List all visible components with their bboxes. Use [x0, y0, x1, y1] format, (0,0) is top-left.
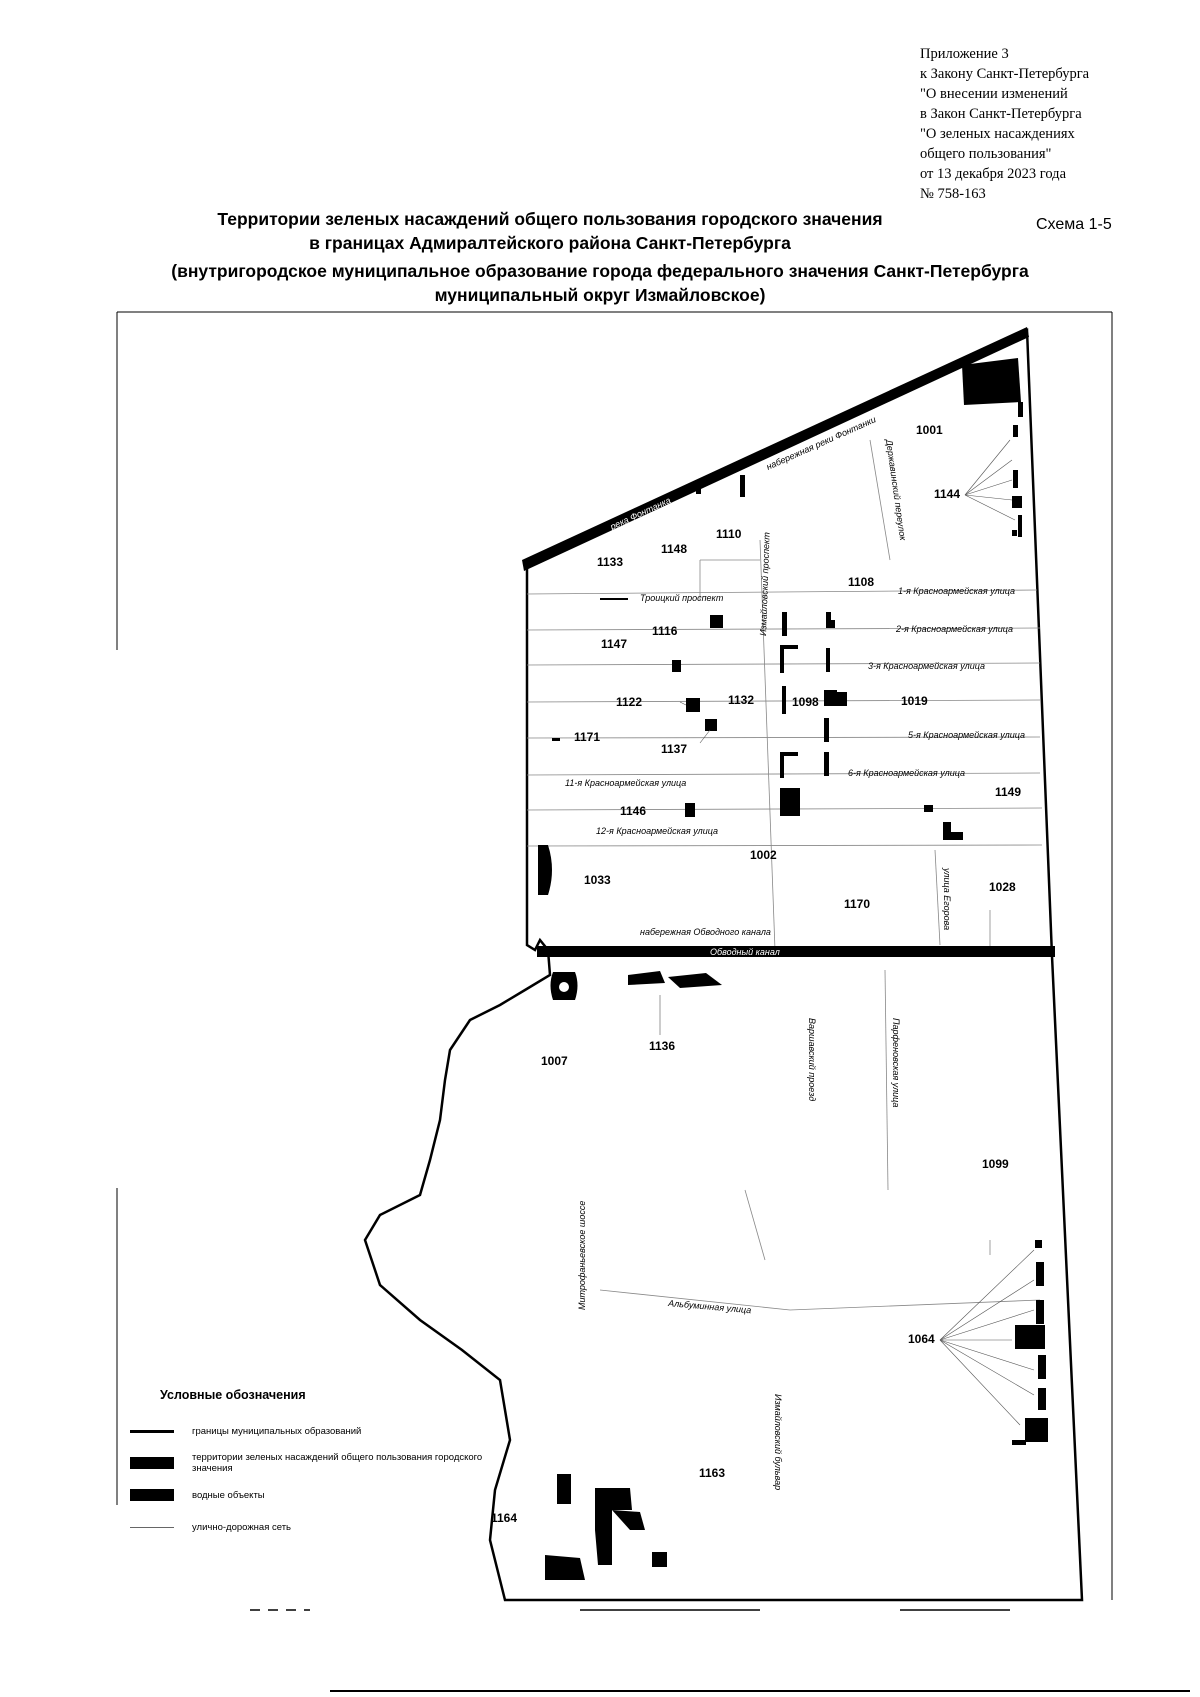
green-area-1146	[685, 803, 695, 817]
green-area	[1013, 425, 1018, 437]
appendix-line: общего пользования"	[920, 146, 1052, 162]
legend-swatch-boundary	[130, 1430, 174, 1433]
green-area-1033	[538, 845, 552, 895]
area-label: 1099	[982, 1157, 1009, 1171]
green-area	[1012, 1440, 1026, 1445]
legend-swatch-water	[130, 1489, 174, 1501]
area-label: 1019	[901, 694, 928, 708]
title-line-4: муниципальный округ Измайловское)	[434, 285, 766, 305]
area-label: 1171	[574, 730, 601, 744]
area-label: 1147	[601, 637, 628, 651]
green-area-1002	[780, 788, 800, 816]
street-label: набережная реки Фонтанки	[764, 414, 878, 472]
green-area	[1013, 470, 1018, 488]
green-area	[1038, 1355, 1046, 1379]
area-label: 1149	[995, 785, 1022, 799]
area-label: 1033	[584, 873, 611, 887]
green-area	[1012, 530, 1017, 536]
street-label: улица Егорова	[942, 868, 952, 931]
green-area	[824, 752, 829, 776]
green-area	[1018, 402, 1023, 417]
street-label: Измайловский бульвар	[773, 1394, 783, 1491]
area-label: 1064	[908, 1332, 935, 1346]
legend-item-boundary	[130, 1420, 510, 1442]
title-line-3: (внутригородское муниципальное образование города федерального значения Санкт-Петербурга	[171, 261, 1029, 281]
green-area	[1012, 496, 1022, 508]
title-line-2: в границах Адмиралтейского района Санкт-Петербурга	[309, 233, 791, 253]
green-area	[782, 612, 787, 636]
green-area	[924, 805, 933, 812]
appendix-line: в Закон Санкт-Петербурга	[920, 106, 1082, 122]
street-label: Митрофаньевское шоссе	[577, 1200, 587, 1310]
legend-item-water	[130, 1484, 510, 1506]
map-legend	[130, 1388, 510, 1548]
legend-item-roads	[130, 1516, 510, 1538]
street-label: набережная Обводного канала	[640, 927, 771, 937]
appendix-line: к Закону Санкт-Петербурга	[920, 66, 1090, 82]
green-area	[1036, 1262, 1044, 1286]
street-label: Альбуминная улица	[667, 1298, 752, 1316]
area-label: 1116	[652, 624, 678, 638]
green-territories	[538, 358, 1048, 1580]
green-area-1164	[545, 1555, 585, 1580]
green-area-1136	[628, 971, 665, 985]
area-label: 1136	[649, 1039, 676, 1053]
green-area	[826, 648, 830, 672]
green-area	[1025, 1418, 1048, 1442]
area-label: 1122	[616, 695, 643, 709]
legend-label: улично-дорожная сеть	[192, 1521, 292, 1533]
appendix-header	[920, 44, 1190, 204]
green-area-1122	[686, 698, 700, 712]
legend-item-green	[130, 1452, 510, 1474]
street-label: Измайловский проспект	[758, 531, 772, 637]
appendix-line: "О зеленых насаждениях	[920, 126, 1075, 142]
area-label: 1110	[716, 527, 742, 541]
area-label: 1007	[541, 1054, 568, 1068]
area-label: 1137	[661, 742, 688, 756]
area-label: 1098	[792, 695, 819, 709]
fontanka-river	[522, 327, 1029, 571]
green-area	[780, 645, 784, 673]
green-area	[1018, 515, 1022, 537]
page-title	[150, 207, 950, 255]
area-label: 1001	[916, 423, 943, 437]
green-area	[652, 1552, 667, 1567]
page-bottom-rule	[330, 1690, 1190, 1692]
legend-swatch-roads	[130, 1527, 174, 1528]
area-label: 1170	[844, 897, 871, 911]
street-label: 11-я Красноармейская улица	[565, 778, 687, 788]
street-label: 5-я Красноармейская улица	[908, 730, 1025, 740]
street-label: 3-я Красноармейская улица	[868, 661, 985, 671]
street-label: 6-я Красноармейская улица	[848, 768, 965, 778]
green-area	[830, 620, 835, 628]
title-line-1: Территории зеленых насаждений общего пользования городского значения	[217, 209, 883, 229]
green-area	[824, 718, 829, 742]
green-area	[600, 598, 628, 600]
green-area	[552, 738, 560, 741]
area-label: 1002	[750, 848, 777, 862]
legend-title: Условные обозначения	[160, 1388, 306, 1402]
green-area-1149	[943, 822, 963, 840]
street-label: Парфеновская улица	[891, 1018, 901, 1108]
street-label: Державинский переулок	[884, 438, 909, 542]
appendix-line: Приложение 3	[920, 46, 1009, 62]
green-area-1137	[705, 719, 717, 731]
green-area-1163	[595, 1488, 632, 1565]
appendix-line: "О внесении изменений	[920, 86, 1068, 102]
scheme-label: Схема 1-5	[1036, 216, 1112, 233]
green-area-1001	[962, 358, 1021, 405]
green-area	[672, 660, 681, 672]
appendix-line: от 13 декабря 2023 года	[920, 166, 1066, 182]
legend-swatch-green	[130, 1457, 174, 1469]
area-label: 1108	[848, 575, 875, 589]
street-label: 2-я Красноармейская улица	[896, 624, 1013, 634]
area-label: 1144	[934, 487, 961, 501]
green-area	[668, 973, 722, 988]
green-area-1064	[1015, 1325, 1045, 1349]
green-area	[696, 485, 701, 494]
area-label: 1163	[699, 1466, 726, 1480]
street-label: 1-я Красноармейская улица	[898, 586, 1015, 596]
green-area	[557, 1474, 571, 1504]
area-label: 1028	[989, 880, 1016, 894]
legend-label: территории зеленых насаждений общего пользования городского значения	[192, 1452, 483, 1474]
green-area	[740, 475, 745, 497]
green-area	[1036, 1300, 1044, 1324]
green-area	[1035, 1240, 1042, 1248]
area-label: 1148	[661, 542, 688, 556]
street-label: Варшавский проезд	[807, 1018, 817, 1102]
area-label: 1146	[620, 804, 647, 818]
fontanka-river-label: река Фонтанка	[608, 495, 673, 532]
green-area-1116	[710, 615, 723, 628]
area-label: 1133	[597, 555, 624, 569]
green-area	[780, 752, 784, 778]
green-area-1019	[824, 690, 837, 706]
legend-label: водные объекты	[192, 1489, 265, 1501]
green-area	[782, 686, 786, 714]
street-label: 12-я Красноармейская улица	[596, 826, 718, 836]
area-label: 1132	[728, 693, 755, 707]
area-label: 1164	[491, 1511, 518, 1525]
green-area	[1038, 1388, 1046, 1410]
obvodny-canal	[537, 946, 1055, 957]
appendix-line: № 758-163	[920, 186, 986, 202]
green-area	[837, 692, 847, 706]
street-label: Троицкий проспект	[640, 593, 724, 603]
obvodny-canal-label: Обводный канал	[710, 947, 780, 957]
green-area	[612, 1510, 645, 1530]
legend-label: границы муниципальных образований	[192, 1425, 362, 1437]
